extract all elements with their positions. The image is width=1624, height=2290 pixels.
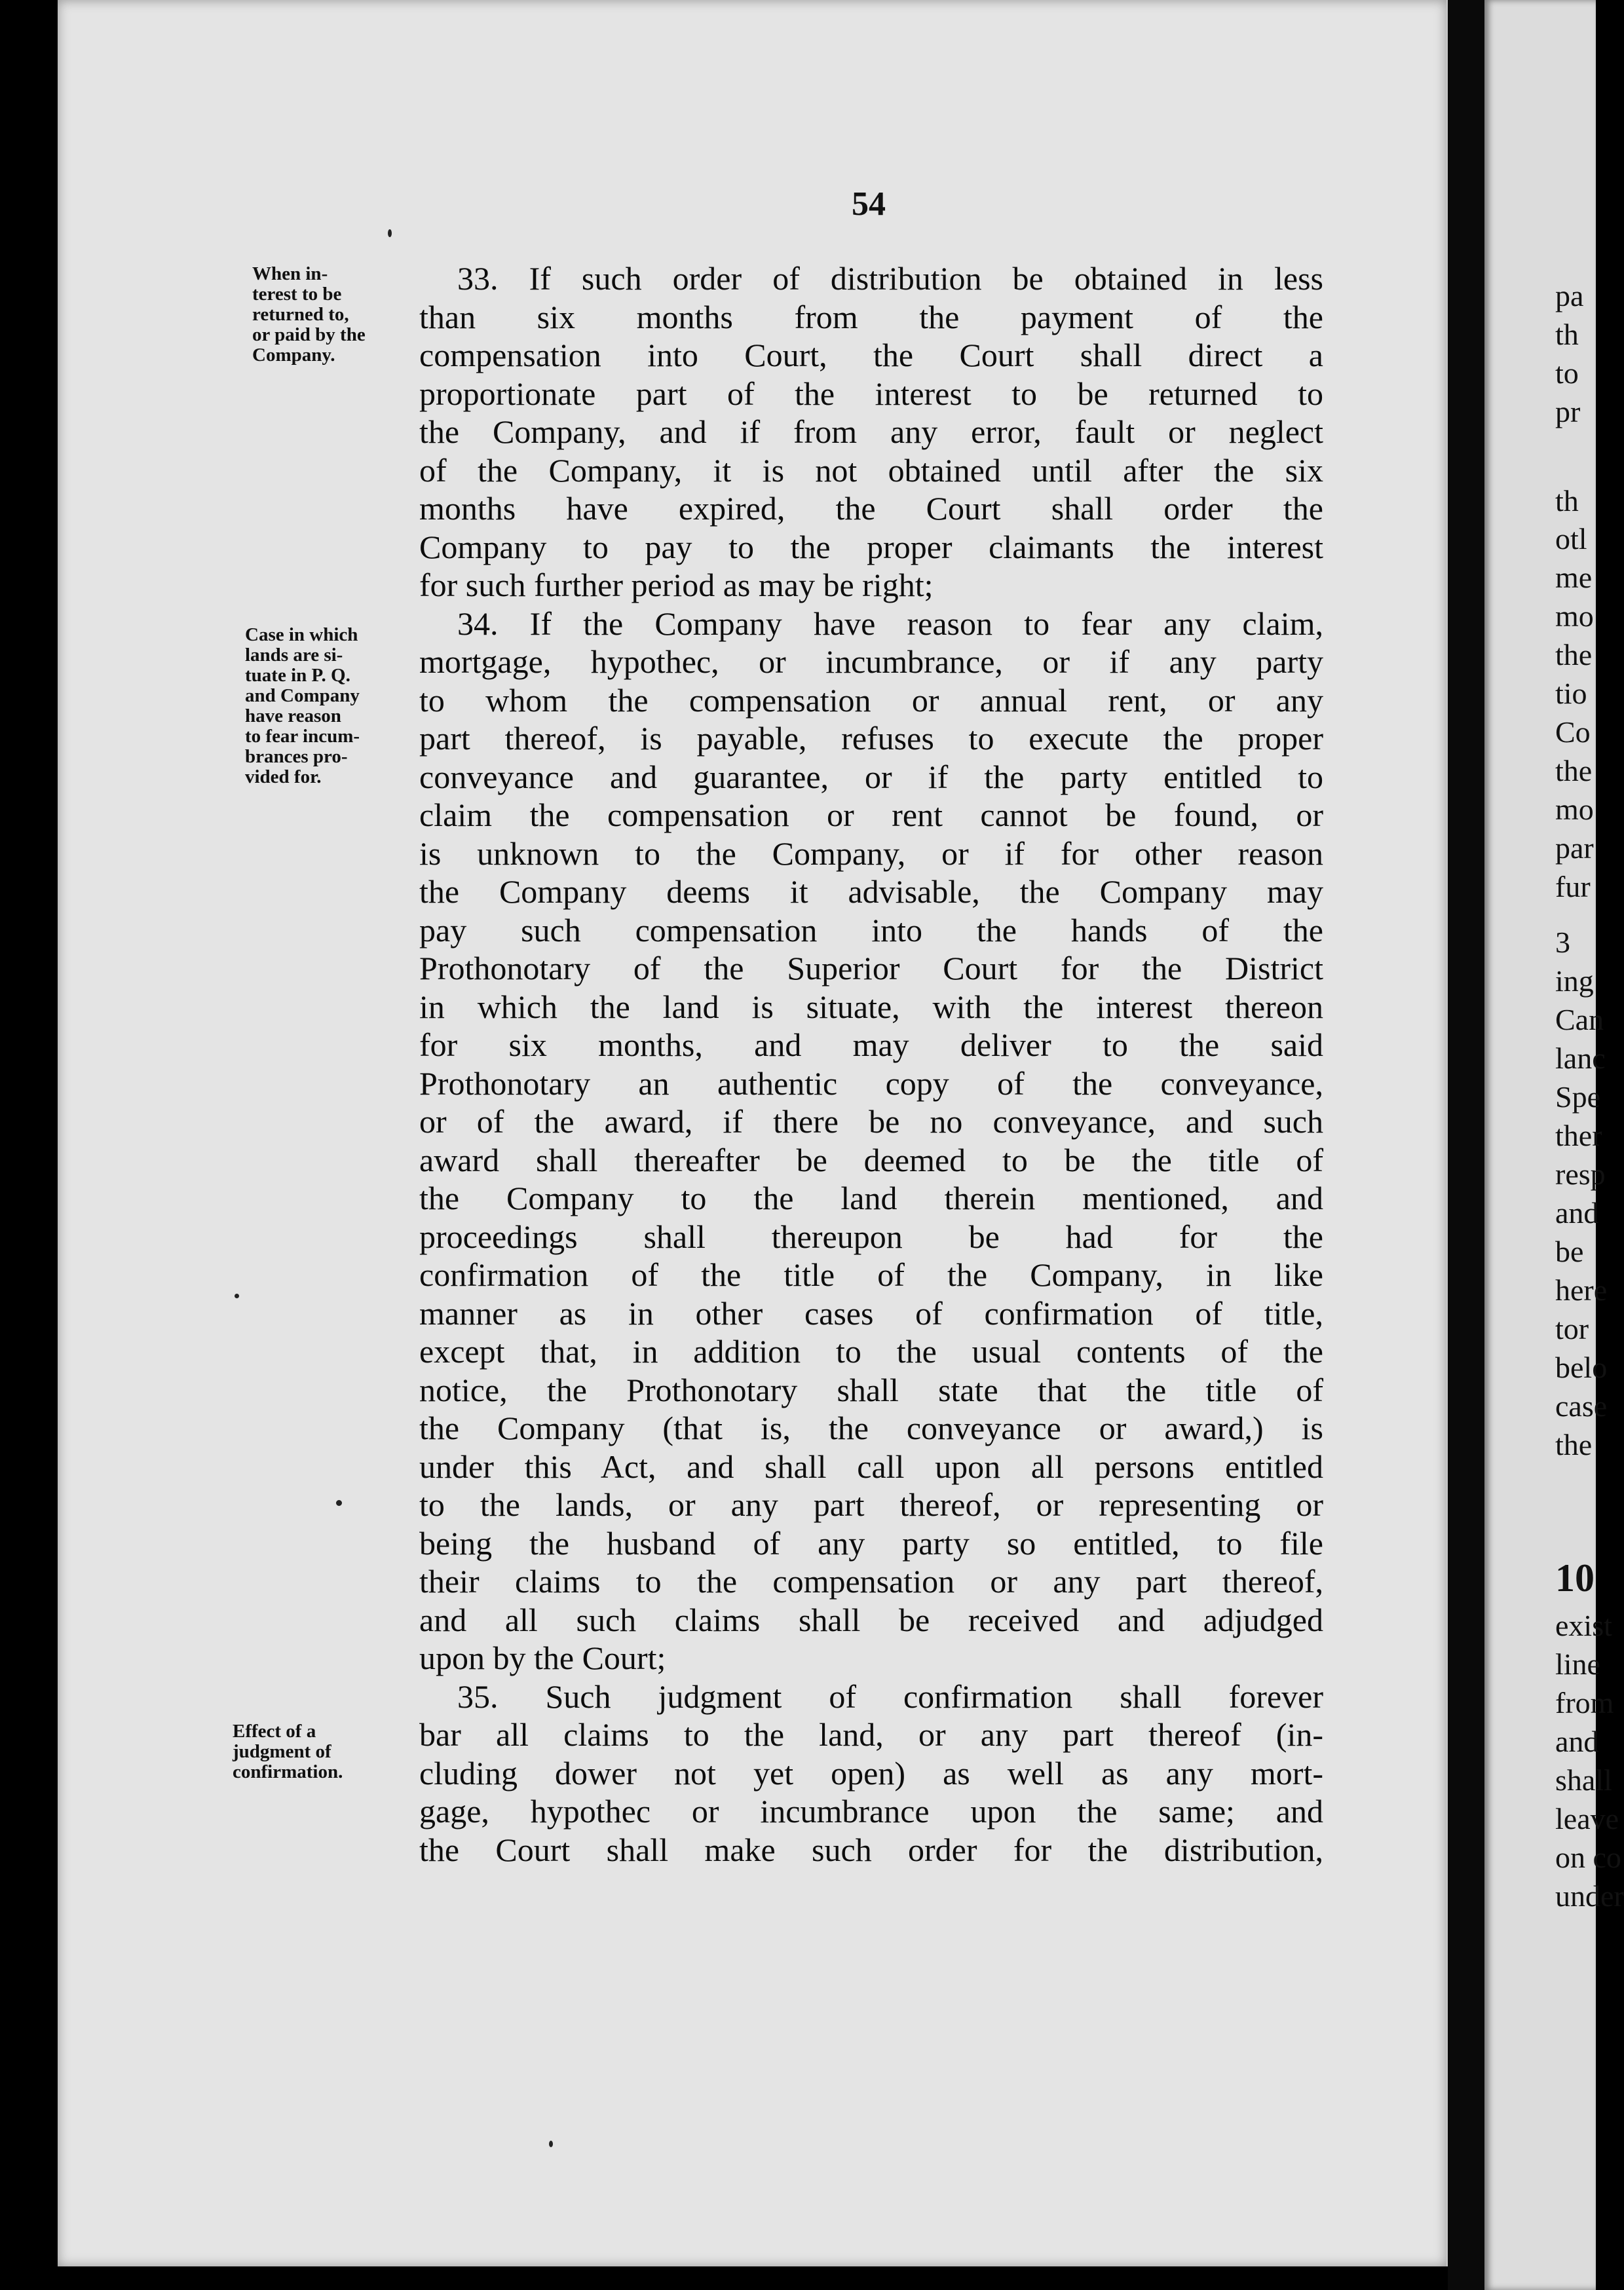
- text-line: to whom the compensation or annual rent, or any: [419, 681, 1323, 719]
- scan-speck: [235, 1294, 239, 1298]
- text-line: upon by the Court;: [419, 1640, 666, 1676]
- facing-fragment: otl: [1555, 522, 1587, 555]
- text-line: claim the compensation or rent cannot be found, or: [419, 797, 1323, 833]
- text-line: under this Act, and shall call upon all persons entitled: [419, 1448, 1323, 1485]
- margin-note-line: judgment of: [233, 1741, 331, 1762]
- margin-note-line: have reason: [245, 705, 341, 726]
- margin-note-line: and Company: [245, 685, 360, 706]
- facing-fragment: Can: [1555, 1003, 1604, 1036]
- facing-fragment: the: [1555, 1428, 1593, 1461]
- text-line: proceedings shall thereupon be had for the: [419, 1218, 1323, 1255]
- facing-fragment: shall: [1555, 1763, 1612, 1797]
- margin-note-line: When in-: [252, 263, 328, 284]
- page-number: 54: [852, 185, 886, 223]
- facing-fragment: to: [1555, 356, 1579, 390]
- text-line: confirmation of the title of the Company, in like: [419, 1256, 1323, 1293]
- text-line: conveyance and guarantee, or if the party entitled to: [419, 758, 1323, 795]
- facing-fragment: and: [1555, 1196, 1599, 1229]
- text-line: for such further period as may be right;: [419, 567, 934, 603]
- facing-fragment: pr: [1555, 395, 1581, 428]
- margin-note-line: or paid by the: [252, 324, 366, 345]
- facing-fragment: here: [1555, 1273, 1608, 1307]
- margin-note-interest: [252, 264, 366, 366]
- text-line: than six months from the payment of the: [419, 298, 1323, 335]
- facing-fragment: Spe: [1555, 1080, 1600, 1114]
- facing-fragment: Co: [1555, 715, 1591, 749]
- margin-note-line: Case in which: [245, 624, 358, 645]
- text-line: mortgage, hypothec, or incumbrance, or if any party: [419, 643, 1323, 680]
- scan-speck: [388, 229, 392, 237]
- margin-note-line: terest to be: [252, 284, 342, 305]
- text-line: except that, in addition to the usual contents of the: [419, 1333, 1323, 1370]
- facing-fragment: ing: [1555, 964, 1594, 998]
- text-line: manner as in other cases of confirmation of title,: [419, 1294, 1323, 1332]
- facing-fragment: pa: [1555, 279, 1584, 312]
- text-line: part thereof, is payable, refuses to execute the proper: [419, 720, 1323, 757]
- paragraph-34: [419, 605, 1323, 1678]
- facing-fragment: the: [1555, 638, 1593, 671]
- margin-note-line: Company.: [252, 345, 335, 366]
- facing-fragment: ther: [1555, 1119, 1602, 1152]
- scan-speck: [549, 2141, 553, 2147]
- facing-fragment: resp: [1555, 1157, 1606, 1191]
- margin-note-line: to fear incum-: [245, 726, 360, 747]
- text-line: the Company to the land therein mentioned, and: [419, 1180, 1323, 1216]
- text-line: bar all claims to the land, or any part thereof (in-: [419, 1716, 1323, 1753]
- facing-fragment: 3: [1555, 926, 1570, 959]
- text-line: is unknown to the Company, or if for other reason: [419, 835, 1323, 872]
- text-line: notice, the Prothonotary shall state that the title of: [419, 1371, 1323, 1408]
- facing-fragment: line: [1555, 1647, 1600, 1681]
- text-line: Prothonotary an authentic copy of the conveyance,: [419, 1064, 1323, 1102]
- facing-fragment: th: [1555, 318, 1579, 351]
- facing-fragment: belo: [1555, 1351, 1608, 1384]
- body-text: [419, 259, 1323, 1869]
- text-line: award shall thereafter be deemed to be the title of: [419, 1141, 1323, 1178]
- text-line: the Company (that is, the conveyance or award,) is: [419, 1410, 1323, 1446]
- text-line: the Company, and if from any error, fault or neglect: [419, 413, 1323, 450]
- text-line: pay such compensation into the hands of the: [419, 911, 1323, 948]
- margin-note-line: vided for.: [245, 766, 322, 787]
- facing-fragment: mo: [1555, 793, 1594, 826]
- facing-fragment: tor: [1555, 1312, 1589, 1345]
- facing-fragment: fur: [1555, 870, 1591, 903]
- text-line: months have expired, the Court shall order the: [419, 490, 1323, 527]
- text-line: or of the award, if there be no conveyance, and such: [419, 1103, 1323, 1140]
- margin-note-line: brances pro-: [245, 746, 348, 767]
- facing-fragment: tio: [1555, 677, 1587, 710]
- text-line: of the Company, it is not obtained until after the six: [419, 451, 1323, 489]
- facing-fragment: case: [1555, 1389, 1608, 1423]
- margin-note-line: returned to,: [252, 304, 349, 325]
- text-line: Company to pay to the proper claimants the interest: [419, 528, 1323, 565]
- facing-fragment: me: [1555, 561, 1593, 594]
- margin-note-line: tuate in P. Q.: [245, 665, 350, 686]
- facing-fragment: lanc: [1555, 1042, 1606, 1075]
- margin-note-line: Effect of a: [233, 1721, 316, 1742]
- page-gutter: [1448, 0, 1484, 2290]
- text-line: 33. If such order of distribution be obtained in less: [457, 260, 1323, 297]
- text-line: being the husband of any party so entitled, to file: [419, 1524, 1323, 1562]
- facing-fragment: be: [1555, 1235, 1584, 1268]
- facing-fragment: the: [1555, 754, 1593, 787]
- text-line: the Court shall make such order for the distribution,: [419, 1831, 1323, 1868]
- text-line: 35. Such judgment of confirmation shall forever: [457, 1678, 1323, 1715]
- margin-note-line: confirmation.: [233, 1761, 343, 1782]
- facing-fragment: leave: [1555, 1802, 1619, 1835]
- text-line: their claims to the compensation or any part thereof,: [419, 1563, 1323, 1600]
- facing-fragment: from: [1555, 1686, 1614, 1719]
- text-line: proportionate part of the interest to be returned to: [419, 375, 1323, 412]
- text-line: gage, hypothec or incumbrance upon the same; and: [419, 1793, 1323, 1830]
- facing-fragment: under: [1555, 1879, 1624, 1913]
- margin-note-line: lands are si-: [245, 645, 343, 666]
- margin-note-incumbrances: [245, 625, 360, 787]
- facing-fragment: par: [1555, 831, 1594, 865]
- paragraph-35: [419, 1678, 1323, 1869]
- text-line: Prothonotary of the Superior Court for the District: [419, 950, 1323, 986]
- facing-fragment: and: [1555, 1725, 1599, 1758]
- text-line: compensation into Court, the Court shall direct a: [419, 337, 1323, 373]
- text-line: cluding dower not yet open) as well as any mort-: [419, 1754, 1323, 1792]
- text-line: for six months, and may deliver to the said: [419, 1026, 1323, 1063]
- facing-fragment: on co: [1555, 1841, 1621, 1874]
- facing-fragment: mo: [1555, 599, 1594, 633]
- margin-note-judgment: [233, 1721, 343, 1782]
- facing-fragment: 10: [1555, 1556, 1595, 1600]
- text-line: in which the land is situate, with the interest thereon: [419, 988, 1323, 1025]
- scan-speck: [336, 1500, 342, 1506]
- facing-fragment: th: [1555, 484, 1579, 517]
- text-line: the Company deems it advisable, the Company may: [419, 873, 1323, 910]
- text-line: 34. If the Company have reason to fear any claim,: [457, 605, 1323, 642]
- facing-fragment: exist: [1555, 1609, 1612, 1642]
- paragraph-33: [419, 259, 1323, 605]
- text-line: and all such claims shall be received and adjudged: [419, 1601, 1323, 1638]
- text-line: to the lands, or any part thereof, or representing or: [419, 1486, 1323, 1523]
